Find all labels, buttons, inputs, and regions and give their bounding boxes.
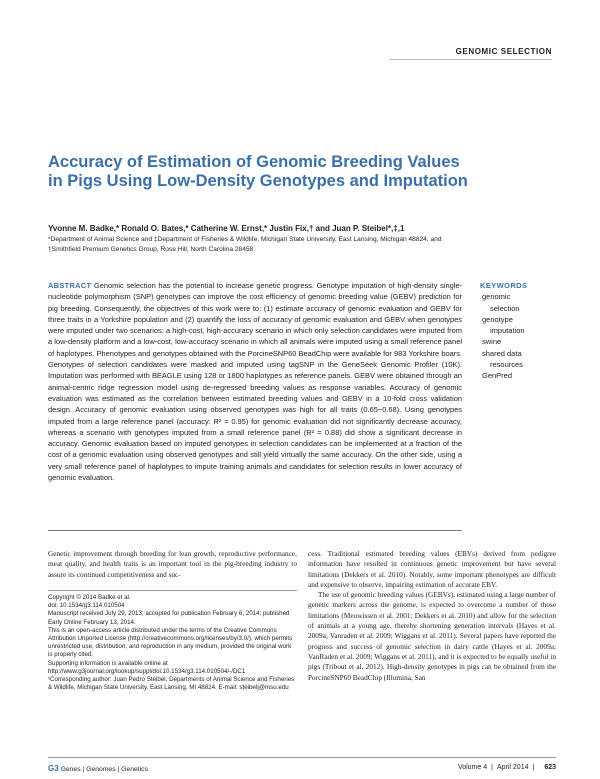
body-paragraph: cess. Traditional estimated breeding values (EBVs) derived from pedigree information have resulted in continuous genetic improvement but have several limitations (Dekkers et al. 2010). Notably, some important phenotypes are difficult and expensive to observe, impairing estimation of accurate EBV.	[308, 549, 556, 589]
journal-logo	[48, 764, 148, 773]
article-metadata	[48, 594, 297, 692]
keyword-item: imputation	[490, 326, 525, 336]
license-text: This is an open-access article distributed under the terms of the Creative Commons Attribution Unported License (http://creativecommons.org/licenses/by/3.0/), which permits unrestricted use, distribution, and reproduction in any medium, provided the original work is properly cited.	[48, 626, 293, 659]
page-footer: Volume 4 | April 2014 | 623	[457, 764, 556, 771]
copyright: Copyright © 2014 Badke et al.	[48, 594, 131, 601]
volume: Volume 4	[457, 764, 488, 771]
journal-logo-mark: G3	[48, 764, 59, 773]
journal-logo-text: Genes | Genomes | Genetics	[60, 766, 148, 773]
keywords-heading: KEYWORDS	[480, 281, 528, 290]
body-left-column	[48, 549, 297, 580]
issue-date: April 2014	[496, 764, 529, 771]
keywords-panel	[480, 280, 560, 382]
intro-paragraph: Genetic improvement through breeding for lean growth, reproductive performance, meat quality, and health traits is an important tool in the pig-breeding industry to assure its continued competitiveness and suc-	[48, 549, 297, 579]
body-right-column	[308, 549, 556, 683]
abstract-text: Genomic selection has the potential to increase genetic progress. Genotype imputation of high-density single-nucleotide polymorphism (SNP) genotypes can improve the cost efficiency of genomic breeding value (GEBV) prediction for pig breeding. Consequently, the objectives of this work were to: (1) estimate accuracy of genomic evaluation and GEBV for three traits in a Yorkshire population and (2) quantify the loss of accuracy of genomic evaluation and GEBV when genotypes were imputed under two scenarios: a high-cost, high-accuracy scenario in which only selection candidates were imputed from a low-density platform and a low-cost, low-accuracy scenario in which all animals were imputed using a small reference panel of haplotypes. Phenotypes and genotypes obtained with the PorcineSNP60 BeadChip were available for 983 Yorkshire boars. Genotypes of selection candidates were masked and imputed using tagSNP in the GeneSeek Genomic Profiler (10K). Imputation was performed with BEAGLE using 128 or 1800 haplotypes as reference panels. GEBV were obtained through an animal-centric ridge regression model using de-regressed breeding values as response variables. Accuracy of genomic evaluation was estimated as the correlation between estimated breeding values and GEBV in a 10-fold cross validation design. Accuracy of genomic evaluation using observed genotypes was high for all traits (0.65−0.68). Using genotypes imputed from a large reference panel (accuracy: R² = 0.95) for genomic evaluation did not significantly decrease accuracy, whereas a scenario with genotypes imputed from a small reference panel (R² = 0.88) did show a significant decrease in accuracy. Genomic evaluation based on imputed genotypes in selection candidates can be implemented at a fraction of the cost of a genomic evaluation using observed genotypes and still yield virtually the same accuracy. On the other side, using a very small reference panel of haplotypes to impute training animals and candidates for selection results in lower accuracy of genomic evaluation.	[48, 281, 462, 483]
article-title: Accuracy of Estimation of Genomic Breeding Values in Pigs Using Low-Density Genotypes and Imputation	[48, 153, 468, 190]
supporting-info: Supporting information is available online at http://www.g3journal.org/lookup/suppl/doi:10.1534/g3.114.010504/-/DC1	[48, 659, 246, 675]
keyword-item: genomic	[482, 292, 511, 302]
page-number: 623	[544, 764, 556, 771]
header-rule	[390, 59, 552, 60]
author-list: Yvonne M. Badke,* Ronald O. Bates,* Catherine W. Ernst,* Justin Fix,† and Juan P. Steibel*,‡,1	[48, 224, 405, 233]
corresponding-author: ¹Corresponding author: Juan Pedro Steibel, Departments of Animal Science and Fisheries & Wildlife, Michigan State University, East Lansing, MI 48824. E-mail: steibelj@msu.edu	[48, 676, 295, 692]
keyword-item: shared data	[482, 348, 522, 358]
section-label: GENOMIC SELECTION	[455, 47, 552, 56]
keyword-item: selection	[490, 303, 520, 313]
doi: doi: 10.1534/g3.114.010504	[48, 602, 125, 610]
body-paragraph: The use of genomic breeding values (GEBVs), estimated using a large number of genetic markers across the genome, is expected to overcome a number of those limitations (Meuwissen et al. 2001; Dekkers et al. 2010) and allow for the selection of animals at a young age, thereby shortening generation intervals (Hayes et al. 2009a; Vanraden et al. 2009; Wiggans et al. 2011). Several papers have reported the progress and success of genomic selection in dairy cattle (Hayes et al. 2009a; VanRaden et al. 2009; Wiggans et al. 2011), and it is expected to be equally useful in pigs (Tribout et al. 2012). High-density genotypes in pigs can be obtained from the PorcineSNP60 BeadChip (Illumina, San	[308, 590, 556, 682]
keyword-item: resources	[490, 360, 523, 370]
keyword-item: genotype	[482, 314, 513, 324]
meta-divider	[48, 590, 297, 591]
abstract-label: ABSTRACT	[48, 281, 92, 290]
abstract-divider	[48, 530, 462, 531]
affiliations: *Department of Animal Science and ‡Department of Fisheries & Wildlife, Michigan State University, East Lansing, Michigan 48824, and †Smithfield Premium Genetics Group, Rose Hill, North Carolina 28458	[48, 236, 442, 253]
received-dates: Manuscript received July 29, 2013; accepted for publication February 6, 2014; published Early Online February 13, 2014.	[48, 610, 290, 626]
footer-rule	[48, 757, 556, 758]
keyword-item: swine	[482, 337, 502, 347]
keyword-item: GenPred	[482, 371, 513, 381]
abstract	[48, 280, 462, 483]
